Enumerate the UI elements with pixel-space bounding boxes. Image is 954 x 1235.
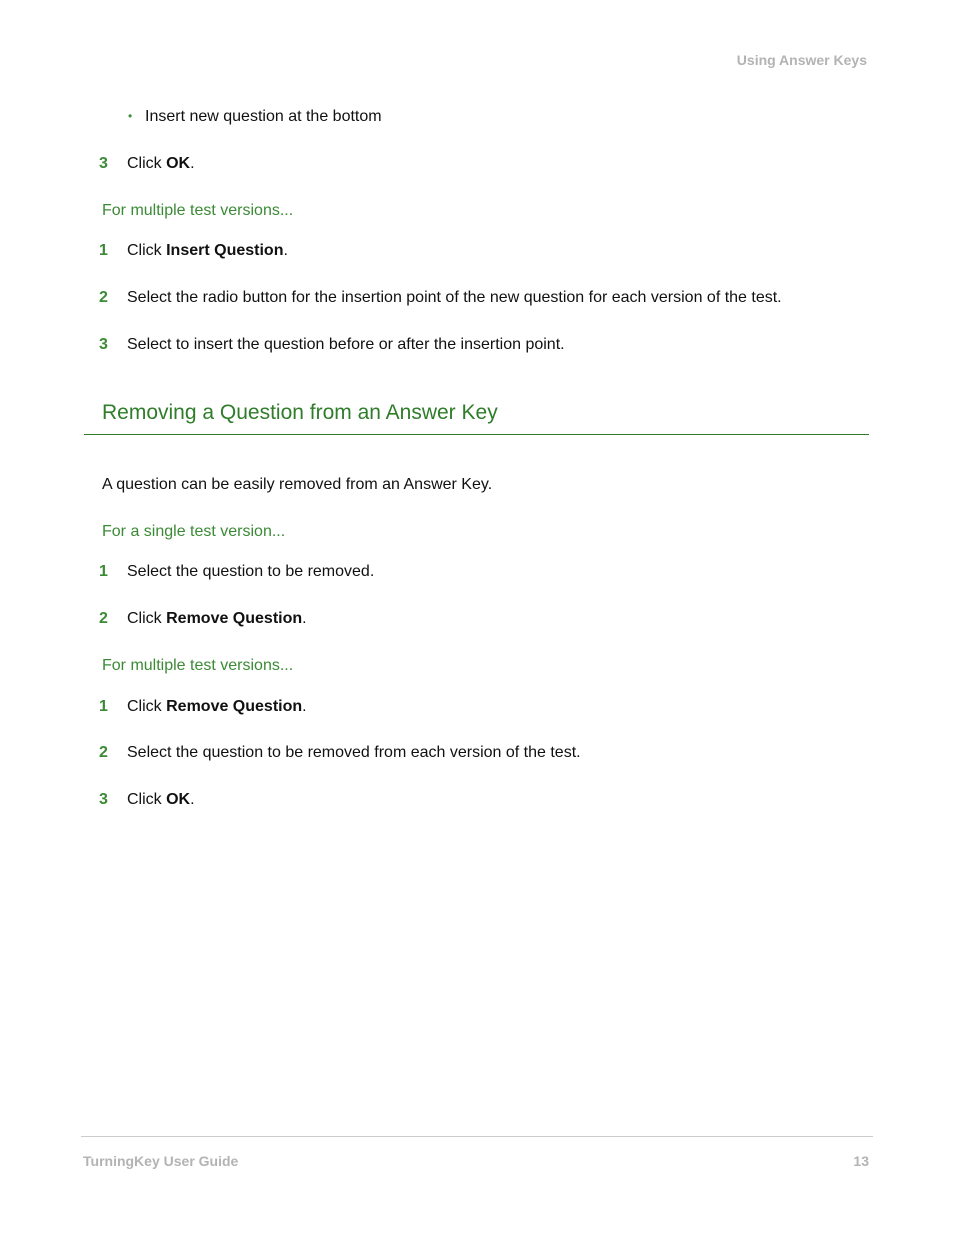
section-divider <box>84 434 869 435</box>
footer-divider <box>81 1136 873 1137</box>
step-item <box>99 289 782 307</box>
ui-term: OK <box>166 155 191 172</box>
step-item: 2 Click Remove Question. <box>99 610 307 627</box>
step-number: 2 <box>99 610 108 627</box>
step-number: 1 <box>99 698 108 715</box>
bullet-item <box>128 108 382 126</box>
section-title: Removing a Question from an Answer Key <box>102 401 498 424</box>
step-text: Select the radio button for the insertion point of the new question for each version of the test. <box>127 289 782 306</box>
step-item: 3 Click OK. <box>99 155 195 172</box>
step-number: 1 <box>99 242 108 259</box>
step-number: 1 <box>99 563 108 580</box>
subheading-single: For a single test version... <box>102 523 286 540</box>
step-item: 1 Click Remove Question. <box>99 698 307 715</box>
ui-term: Remove Question <box>166 610 303 627</box>
bullet-icon: • <box>128 109 133 123</box>
step-item: 3 Click OK. <box>99 791 195 808</box>
step-item <box>99 563 374 581</box>
running-header: Using Answer Keys <box>736 52 867 68</box>
step-text: Select to insert the question before or after the insertion point. <box>127 336 565 353</box>
step-number: 2 <box>99 289 108 306</box>
step-item <box>99 744 581 762</box>
section-intro: A question can be easily removed from an Answer Key. <box>102 476 493 493</box>
ui-term: OK <box>166 791 191 808</box>
ui-term: Remove Question <box>166 698 303 715</box>
subheading-multiple-insert: For multiple test versions... <box>102 202 294 219</box>
footer-guide-title: TurningKey User Guide <box>83 1153 239 1169</box>
page-number: 13 <box>853 1153 869 1169</box>
step-item: 1 Click Insert Question. <box>99 242 288 259</box>
step-number: 3 <box>99 155 108 172</box>
subheading-multiple-remove: For multiple test versions... <box>102 657 294 674</box>
step-number: 3 <box>99 791 108 808</box>
ui-term: Insert Question <box>166 242 284 259</box>
bullet-text: Insert new question at the bottom <box>145 108 382 125</box>
step-number: 2 <box>99 744 108 761</box>
step-item <box>99 336 565 354</box>
step-text: Select the question to be removed. <box>127 563 375 580</box>
step-text: Select the question to be removed from each version of the test. <box>127 744 581 761</box>
step-number: 3 <box>99 336 108 353</box>
